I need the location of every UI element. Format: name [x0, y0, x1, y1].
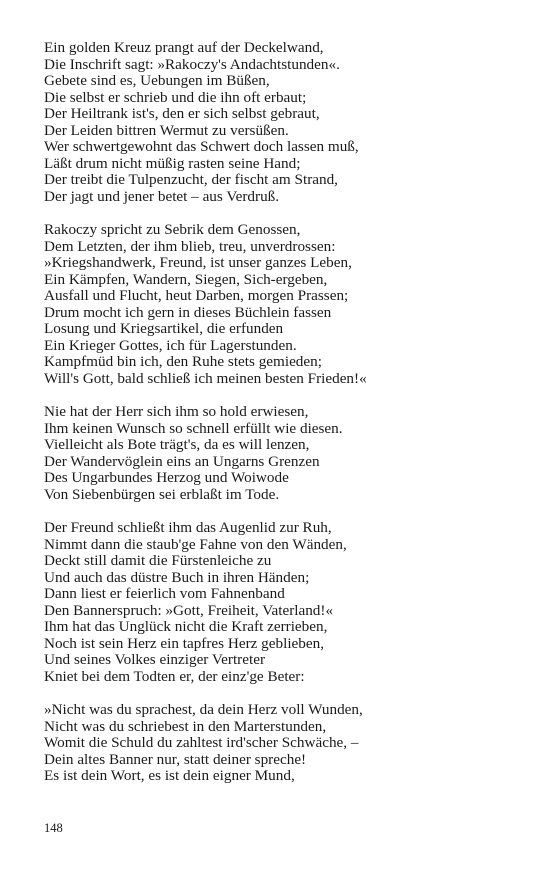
poem-line: Kniet bei dem Todten er, der einz'ge Beter: — [44, 667, 305, 685]
poem-line: Läßt drum nicht müßig rasten seine Hand; — [44, 154, 301, 172]
poem-line: Dann liest er feierlich vom Fahnenband — [44, 585, 285, 602]
poem-line: Die Inschrift sagt: »Rakoczy's Andachtstunden«. — [44, 55, 340, 73]
stanza-4 — [44, 520, 524, 685]
stanza-3 — [44, 404, 524, 503]
poem-line: Der Freund schließt ihm das Augenlid zur Ruh, — [44, 519, 332, 536]
poem-line: Und auch das düstre Buch in ihren Händen; — [44, 568, 310, 586]
poem-line: »Kriegshandwerk, Freund, ist unser ganzes Leben, — [44, 254, 352, 271]
stanza-2 — [44, 222, 524, 387]
poem-line: Noch ist sein Herz ein tapfres Herz geblieben, — [44, 634, 325, 652]
poem-line: Der Wandervöglein eins an Ungarns Grenzen — [44, 452, 320, 470]
poem-line: Nimmt dann die staub'ge Fahne von den Wänden, — [44, 535, 347, 553]
poem-line: Drum mocht ich gern in dieses Büchlein fassen — [44, 303, 332, 321]
stanza-5 — [44, 702, 524, 785]
poem-line: Nie hat der Herr sich ihm so hold erwiesen, — [44, 403, 309, 420]
poem-line: Rakoczy spricht zu Sebrik dem Genossen, — [44, 221, 301, 238]
poem-line: Dem Letzten, der ihm blieb, treu, unverdrossen: — [44, 237, 336, 255]
page-number: 148 — [44, 821, 63, 835]
poem-line: Womit die Schuld du zahltest ird'scher Schwäche, – — [44, 734, 359, 751]
poem-line: Der treibt die Tulpenzucht, der fischt am Strand, — [44, 171, 338, 188]
poem-line: Deckt still damit die Fürstenleiche zu — [44, 552, 272, 569]
poem-line: Der Heiltrank ist's, den er sich selbst gebraut, — [44, 105, 320, 122]
poem-line: Ausfall und Flucht, heut Darben, morgen Prassen; — [44, 287, 349, 304]
poem-line: Wer schwertgewohnt das Schwert doch lassen muß, — [44, 138, 359, 155]
poem-line: Ein golden Kreuz prangt auf der Deckelwand, — [44, 39, 324, 56]
poem-line: Es ist dein Wort, es ist dein eigner Mund, — [44, 767, 295, 784]
poem-line: Von Siebenbürgen sei erblaßt im Tode. — [44, 485, 280, 503]
stanza-1 — [44, 40, 524, 205]
poem-line: Will's Gott, bald schließ ich meinen besten Frieden!« — [44, 369, 367, 387]
poem-line: Dein altes Banner nur, statt deiner spreche! — [44, 750, 307, 768]
poem-line: Den Bannerspruch: »Gott, Freiheit, Vaterland!« — [44, 601, 334, 619]
poem-line: Und seines Volkes einziger Vertreter — [44, 651, 266, 668]
poem-line: Nicht was du schriebest in den Marterstunden, — [44, 717, 327, 735]
poem-line: Ein Krieger Gottes, ich für Lagerstunden. — [44, 336, 297, 354]
poem-line: Der Leiden bittren Wermut zu versüßen. — [44, 121, 289, 139]
poem-line: Ihm hat das Unglück nicht die Kraft zerrieben, — [44, 618, 328, 635]
poem-line: Gebete sind es, Uebungen im Büßen, — [44, 72, 270, 89]
poem-body — [44, 40, 524, 802]
poem-line: Die selbst er schrieb und die ihn oft erbaut; — [44, 88, 307, 106]
poem-line: Ihm keinen Wunsch so schnell erfüllt wie diesen. — [44, 419, 343, 437]
poem-line: Der jagt und jener betet – aus Verdruß. — [44, 187, 280, 205]
poem-line: Des Ungarbundes Herzog und Woiwode — [44, 469, 289, 486]
poem-line: »Nicht was du sprachest, da dein Herz voll Wunden, — [44, 701, 363, 718]
poem-line: Ein Kämpfen, Wandern, Siegen, Sich-ergeben, — [44, 270, 328, 288]
poem-line: Vielleicht als Bote trägt's, da es will lenzen, — [44, 436, 310, 453]
poem-line: Losung und Kriegsartikel, die erfunden — [44, 320, 284, 337]
poem-line: Kampfmüd bin ich, den Ruhe stets gemieden; — [44, 353, 322, 370]
